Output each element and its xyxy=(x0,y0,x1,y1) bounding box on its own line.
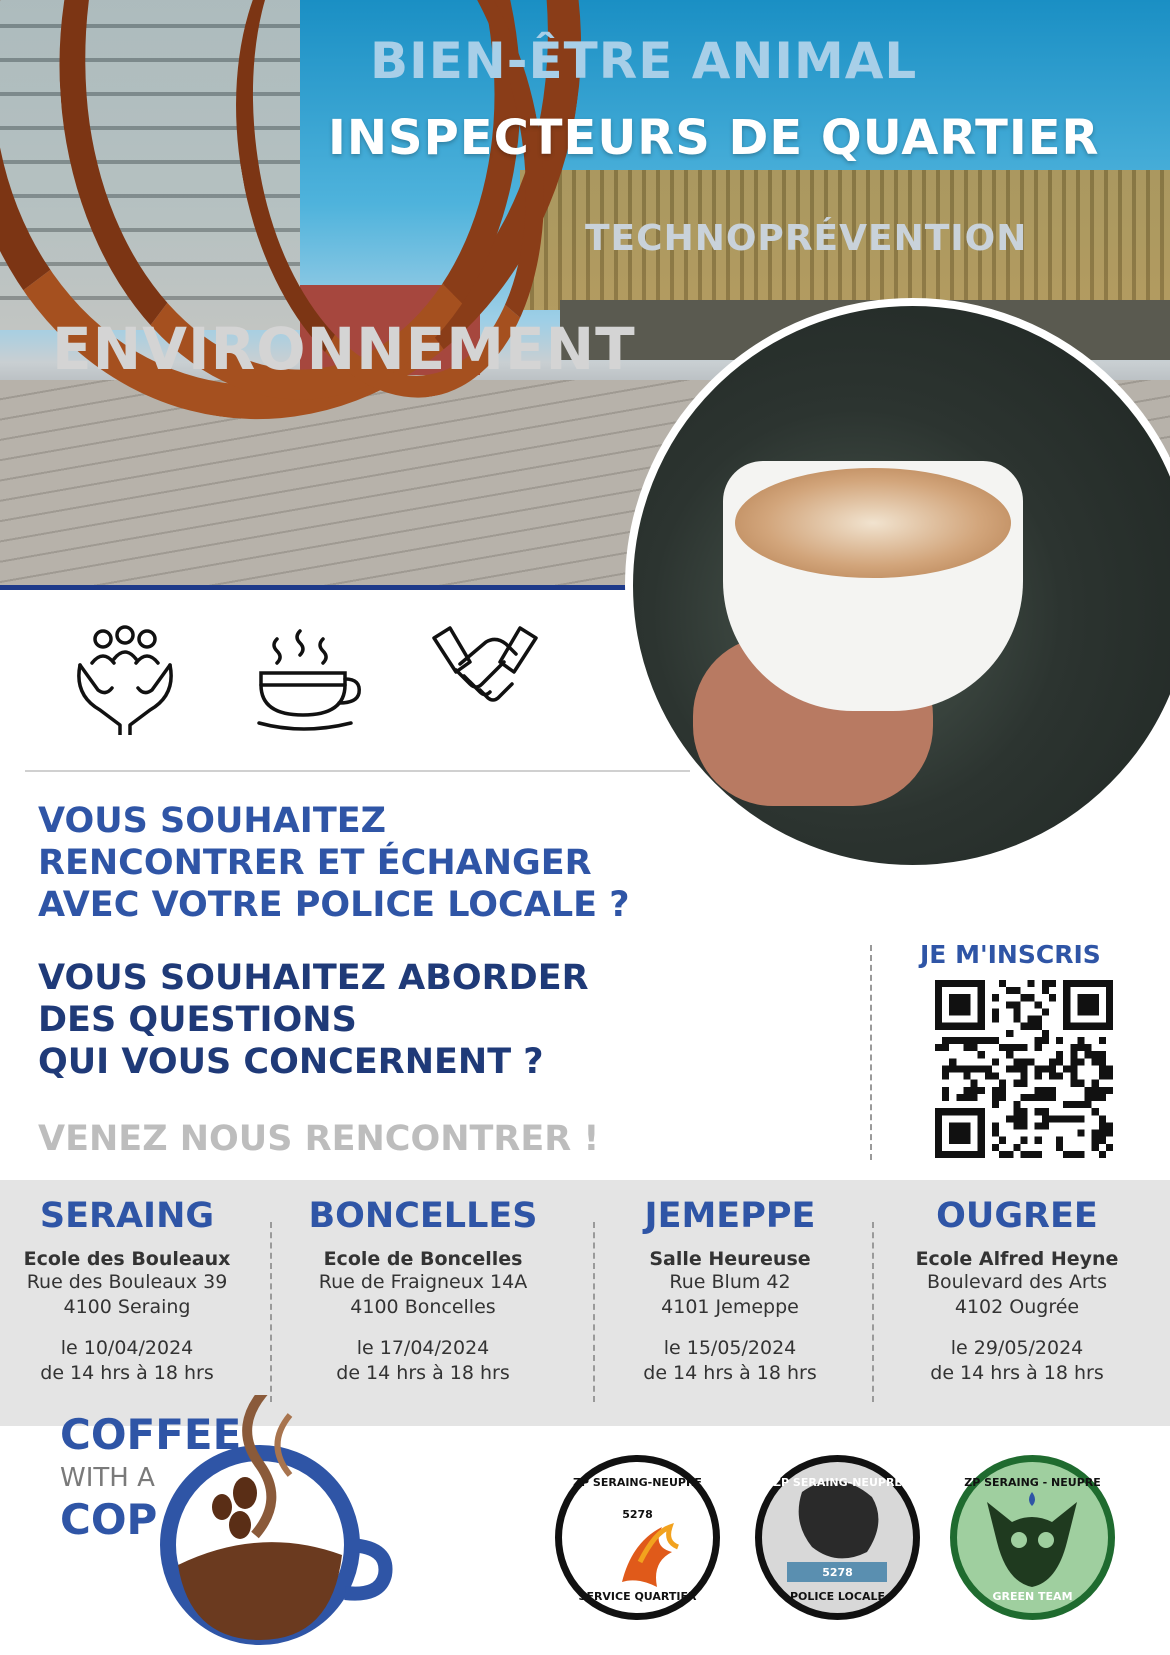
latte-art-image xyxy=(735,468,1011,578)
badge-top-text: ZP SERAING-NEUPRE xyxy=(573,1476,702,1489)
qr-code[interactable] xyxy=(935,980,1113,1158)
call-to-action: VENEZ NOUS RENCONTRER ! xyxy=(38,1119,600,1159)
location-date: le 10/04/2024 xyxy=(60,1337,194,1359)
location-city: OUGREE xyxy=(936,1196,1098,1236)
hero-divider-line xyxy=(0,585,640,590)
section-divider xyxy=(25,770,690,772)
logo-coffee-text: COFFEE xyxy=(60,1410,242,1459)
location-street: Rue de Fraigneux 14A xyxy=(318,1271,528,1293)
location-separator xyxy=(270,1222,272,1402)
location-venue: Ecole de Boncelles xyxy=(323,1248,523,1270)
badge-number: 5278 xyxy=(622,1508,653,1521)
green-team-badge xyxy=(950,1455,1115,1620)
police-locale-badge xyxy=(755,1455,920,1620)
question-topics xyxy=(38,957,589,1083)
location-hours: de 14 hrs à 18 hrs xyxy=(40,1362,214,1384)
location-jemeppe xyxy=(595,1196,865,1386)
hero-title-environment: ENVIRONNEMENT xyxy=(52,315,636,383)
location-hours: de 14 hrs à 18 hrs xyxy=(643,1362,817,1384)
question-meet-police xyxy=(38,800,630,926)
question-line: DES QUESTIONS xyxy=(38,1000,357,1040)
badge-bottom-text: SERVICE QUARTIER xyxy=(578,1590,697,1603)
location-date: le 17/04/2024 xyxy=(356,1337,490,1359)
service-quartier-badge xyxy=(555,1455,720,1620)
location-town: 4100 Seraing xyxy=(63,1296,191,1318)
location-city: JEMEPPE xyxy=(644,1196,816,1236)
badge-top-text: ZP SERAING - NEUPRE xyxy=(964,1476,1101,1489)
question-line: QUI VOUS CONCERNENT ? xyxy=(38,1042,544,1082)
location-street: Boulevard des Arts xyxy=(927,1271,1107,1293)
coffee-cup-icon xyxy=(255,625,365,735)
location-town: 4100 Boncelles xyxy=(350,1296,496,1318)
signup-label: JE M'INSCRIS xyxy=(920,940,1101,969)
hero-title-inspectors: INSPECTEURS DE QUARTIER xyxy=(328,110,1100,166)
badge-top-text: ZP SERAING-NEUPRE xyxy=(773,1476,902,1489)
question-line: RENCONTRER ET ÉCHANGER xyxy=(38,843,592,883)
location-venue: Salle Heureuse xyxy=(649,1248,811,1270)
question-line: AVEC VOTRE POLICE LOCALE ? xyxy=(38,885,630,925)
hero-title-animal-welfare: BIEN-ÊTRE ANIMAL xyxy=(370,32,918,90)
badge-number: 5278 xyxy=(822,1566,853,1579)
logo-cop-text: COP xyxy=(60,1495,158,1544)
question-line: VOUS SOUHAITEZ xyxy=(38,801,386,841)
location-hours: de 14 hrs à 18 hrs xyxy=(336,1362,510,1384)
location-separator xyxy=(872,1222,874,1402)
logo-with-text: WITH A xyxy=(60,1463,155,1493)
location-street: Rue des Bouleaux 39 xyxy=(26,1271,228,1293)
location-hours: de 14 hrs à 18 hrs xyxy=(930,1362,1104,1384)
location-street: Rue Blum 42 xyxy=(669,1271,791,1293)
location-venue: Ecole des Bouleaux xyxy=(23,1248,231,1270)
location-venue: Ecole Alfred Heyne xyxy=(915,1248,1119,1270)
coffee-photo xyxy=(625,298,1170,873)
location-boncelles xyxy=(288,1196,558,1386)
location-date: le 15/05/2024 xyxy=(663,1337,797,1359)
location-town: 4102 Ougrée xyxy=(954,1296,1080,1318)
community-hands-icon xyxy=(70,625,180,735)
badge-bottom-text: POLICE LOCALE xyxy=(789,1590,885,1603)
location-seraing xyxy=(0,1196,262,1386)
location-city: BONCELLES xyxy=(308,1196,538,1236)
signup-separator xyxy=(870,945,872,1160)
location-town: 4101 Jemeppe xyxy=(661,1296,799,1318)
location-ougree xyxy=(882,1196,1152,1386)
location-date: le 29/05/2024 xyxy=(950,1337,1084,1359)
location-city: SERAING xyxy=(39,1196,215,1236)
badge-bottom-text: GREEN TEAM xyxy=(992,1590,1073,1603)
question-line: VOUS SOUHAITEZ ABORDER xyxy=(38,958,589,998)
handshake-icon xyxy=(430,610,540,720)
hero-title-technoprevention: TECHNOPRÉVENTION xyxy=(585,218,1028,259)
